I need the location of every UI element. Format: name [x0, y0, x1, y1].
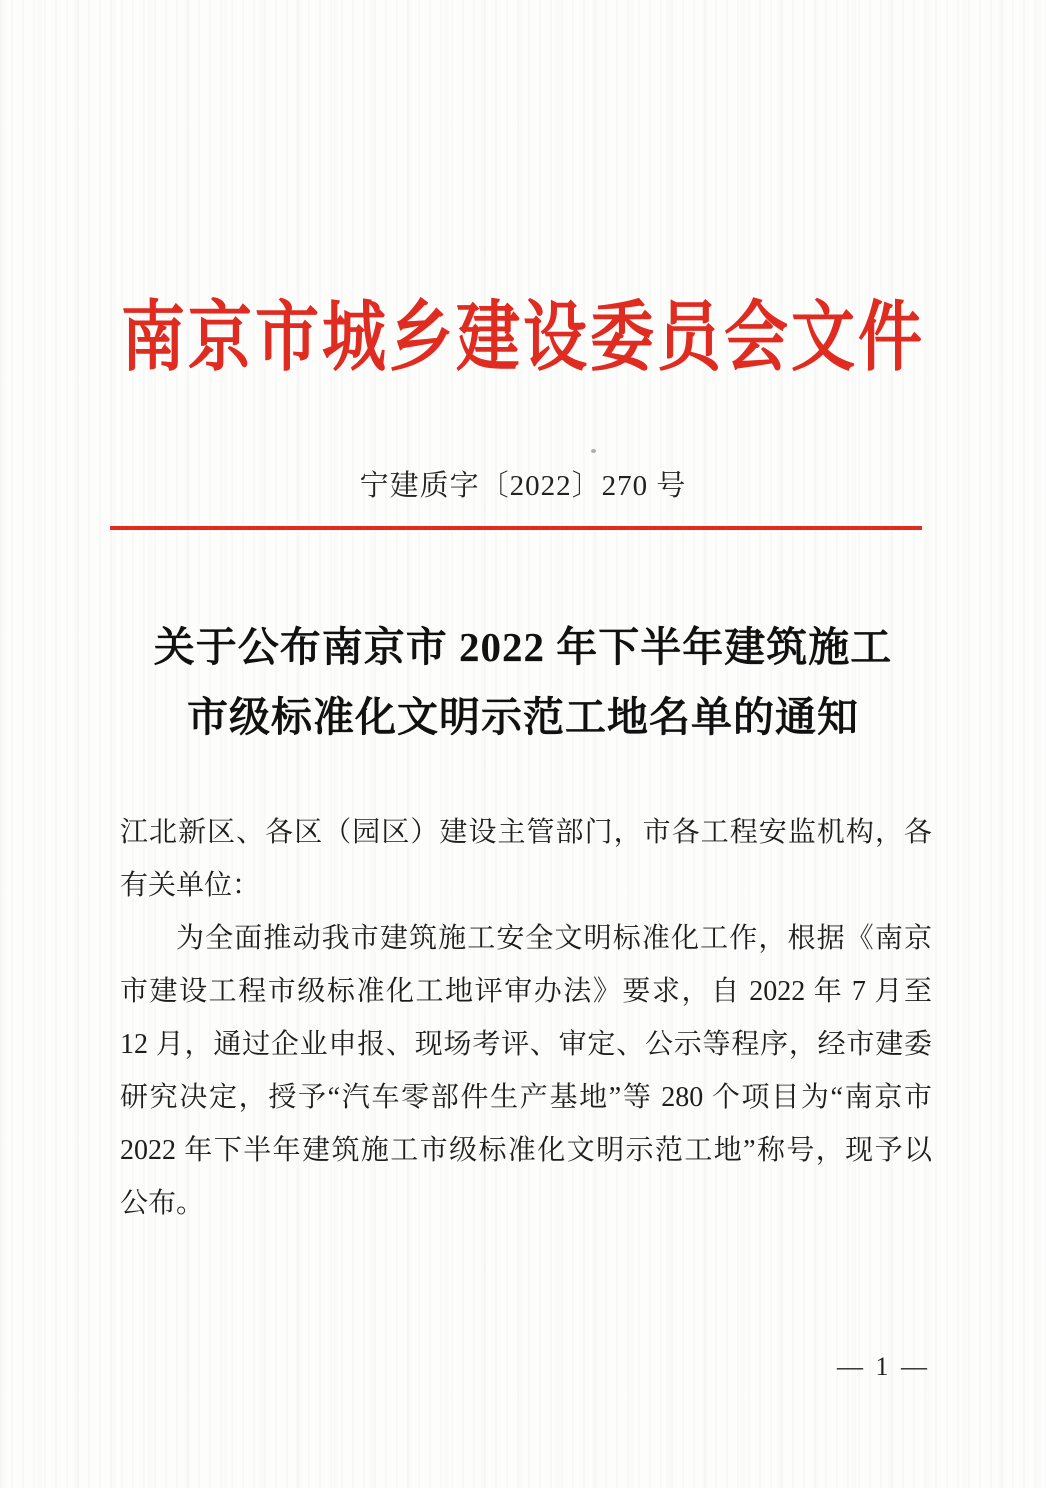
scan-speck: [591, 449, 596, 453]
body-line: 江北新区、各区（园区）建设主管部门，市各工程安监机构，各: [120, 817, 932, 848]
body-line: 有关单位：: [120, 870, 261, 901]
body-line: 公布。: [120, 1188, 205, 1219]
body-line: 12 月，通过企业申报、现场考评、审定、公示等程序，经市建委: [120, 1029, 932, 1060]
red-divider-line: [110, 526, 922, 530]
body-line: 研究决定，授予“汽车零部件生产基地”等 280 个项目为“南京市: [120, 1082, 932, 1113]
body-line: 为全面推动我市建筑施工安全文明标准化工作，根据《南京: [176, 923, 932, 954]
doc-title-line1: 关于公布南京市 2022 年下半年建筑施工: [153, 624, 893, 670]
body-text: [120, 806, 932, 1230]
doc-title: [0, 612, 1046, 752]
body-line: 2022 年下半年建筑施工市级标准化文明示范工地”称号，现予以: [120, 1135, 932, 1166]
org-title: 南京市城乡建设委员会文件: [121, 295, 925, 381]
body-line: 市建设工程市级标准化工地评审办法》要求，自 2022 年 7 月至: [120, 976, 932, 1007]
doc-number: 宁建质字〔2022〕270 号: [359, 470, 687, 502]
page-number: — 1 —: [837, 1352, 930, 1381]
doc-title-line2: 市级标准化文明示范工地名单的通知: [187, 694, 859, 740]
